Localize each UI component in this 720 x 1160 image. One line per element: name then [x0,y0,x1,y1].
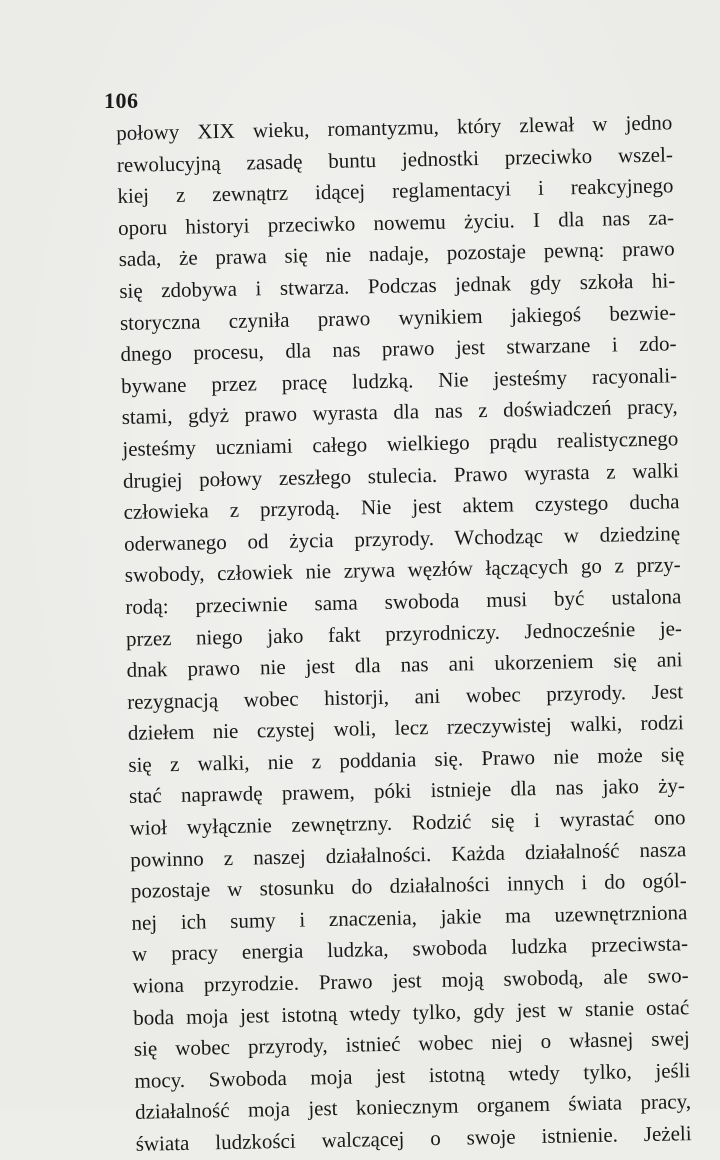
text-line: pozostaje w stosunku do działalności innych i do ogól- [130,868,687,904]
text-line: dnak prawo nie jest dla nas ani ukorzeniem się ani [126,647,683,682]
text-line: storyczna czyniła prawo wynikiem jakiegoś bezwie- [119,299,677,335]
text-line: się wobec przyrody, istnieć wobec niej o własnej swej [133,1026,691,1062]
text-line: jesteśmy uczniami całego wielkiego prądu realistycznego [122,426,679,461]
text-line: kiej z zewnątrz idącej reglamentacyi i reakcyjnego [117,173,674,209]
text-line: drugiej połowy zeszłego stulecia. Prawo wyrasta z walki [122,457,680,493]
text-line: rodą: przeciwnie sama swoboda musi być ustalona [125,584,682,619]
text-line: świata ludzkości walczącej o swoje istnienie. Jeżeli [135,1121,692,1156]
text-line: dnego procesu, dla nas prawo jest stwarzane i zdo- [120,331,677,367]
text-line: stać naprawdę prawem, póki istnieje dla nas jako ży- [128,773,686,809]
text-line: wiona przyrodzie. Prawo jest moją swobodą, ale swo- [132,963,689,998]
text-line: swobody, człowiek nie zrywa węzłów łączących go z przy- [124,552,681,588]
text-line: mocy. Swoboda moja jest istotną wtedy tylko, jeśli [134,1057,691,1093]
text-line: w pracy energia ludzka, swoboda ludzka przeciwsta- [131,931,689,967]
text-line: działalność moja jest koniecznym organem świata pracy, [134,1089,692,1125]
text-line: rewolucyjną zasadę buntu jednostki przeciwko wszel- [116,141,674,177]
text-line: człowieka z przyrodą. Nie jest aktem czystego ducha [123,489,680,525]
text-line: powinno z naszej działalności. Każda działalność nasza [130,836,687,872]
text-line: się z walki, nie z poddania się. Prawo nie może się [128,742,685,777]
text-line: nej ich sumy i znaczenia, jakie ma uzewnętrzniona [131,900,688,935]
text-line: połowy XIX wieku, romantyzmu, który zlewał w jedno [116,110,673,145]
text-line: się zdobywa i stwarza. Podczas jednak gdy szkoła hi- [119,268,676,303]
body-text [116,107,692,1160]
text-line: oderwanego od życia przyrody. Wchodząc w dziedzinę [123,520,681,556]
page-number: 106 [104,88,139,113]
text-line: stami, gdyż prawo wyrasta dla nas z doświadczeń pracy, [121,394,678,430]
text-line: dziełem nie czystej woli, lecz rzeczywistej walki, rodzi [127,710,684,746]
text-line: oporu historyi przeciwko nowemu życiu. I dla nas za- [117,205,675,240]
text-line: sada, że prawa się nie nadaje, pozostaje pewną: prawo [118,236,675,272]
text-line: boda moja jest istotną wtedy tylko, gdy jest w stanie ostać [133,994,690,1030]
text-line: bywane przez pracę ludzką. Nie jesteśmy racyonali- [120,363,678,398]
text-line: wioł wyłącznie zewnętrzny. Rodzić się i wyrastać ono [129,805,686,840]
text-line: rezygnacją wobec historji, ani wobec przyrody. Jest [126,678,684,714]
text-line: przez niego jako fakt przyrodniczy. Jednocześnie je- [125,615,683,651]
